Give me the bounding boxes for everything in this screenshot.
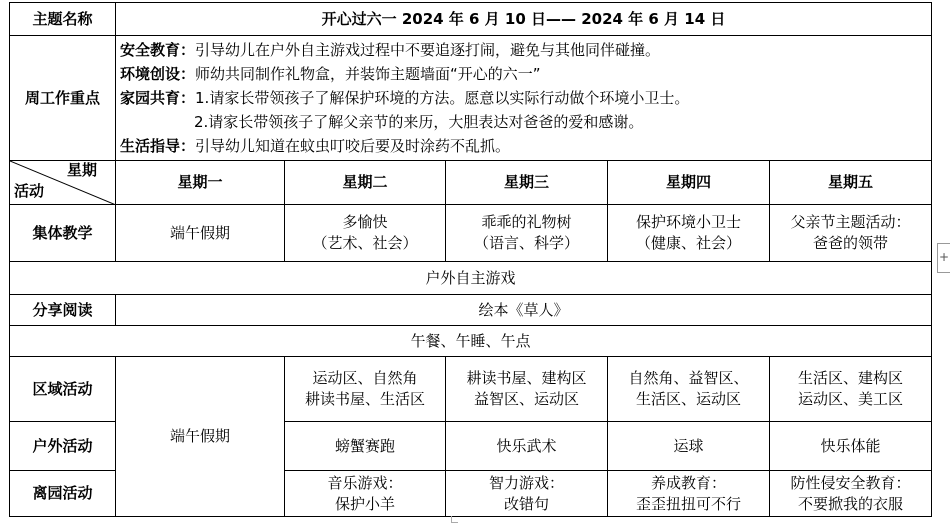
day-fri: 星期五 xyxy=(770,161,932,205)
area-thu-line-2: 生活区、运动区 xyxy=(635,390,741,408)
outdoor-wed: 快乐武术 xyxy=(446,422,608,471)
area-fri xyxy=(770,357,932,422)
area-wed xyxy=(446,357,608,422)
safety-line xyxy=(120,38,927,62)
day-mon: 星期一 xyxy=(116,161,285,205)
collective-tue-title: 多愉快 xyxy=(342,213,388,231)
outdoor-free-row xyxy=(10,262,932,295)
theme-row xyxy=(10,3,932,36)
corner-top-label: 星期 xyxy=(66,161,97,179)
home-text-1: 1.请家长带领孩子了解保护环境的方法。愿意以实际行动做个环境小卫士。 xyxy=(195,89,690,107)
collective-row xyxy=(10,205,932,262)
leave-wed xyxy=(446,471,608,517)
area-tue-line-1: 运动区、自然角 xyxy=(312,369,418,387)
env-text: 师幼共同制作礼物盒，并装饰主题墙面“开心的六一” xyxy=(195,65,541,83)
life-text: 引导幼儿知道在蚊虫叮咬后要及时涂药不乱抓。 xyxy=(195,137,511,155)
focus-content xyxy=(116,36,932,161)
reading-row xyxy=(10,295,932,326)
safety-text: 引导幼儿在户外自主游戏过程中不要追逐打闹，避免与其他同伴碰撞。 xyxy=(195,41,661,59)
collective-thu-domain: （健康、社会） xyxy=(635,234,741,252)
outdoor-tue: 螃蟹赛跑 xyxy=(285,422,446,471)
collective-tue-domain: （艺术、社会） xyxy=(312,234,418,252)
holiday-cell: 端午假期 xyxy=(116,357,285,517)
area-tue-line-2: 耕读书屋、生活区 xyxy=(304,390,425,408)
area-wed-line-2: 益智区、运动区 xyxy=(473,390,579,408)
leave-tue xyxy=(285,471,446,517)
collective-fri xyxy=(770,205,932,262)
collective-thu xyxy=(608,205,770,262)
leave-fri xyxy=(770,471,932,517)
leave-fri-title: 不要掀我的衣服 xyxy=(797,494,903,513)
focus-label: 周工作重点 xyxy=(10,36,116,161)
theme-label: 主题名称 xyxy=(10,3,116,36)
outdoor-fri: 快乐体能 xyxy=(770,422,932,471)
safety-label: 安全教育： xyxy=(120,41,196,59)
collective-wed-title: 乖乖的礼物树 xyxy=(481,213,572,231)
leave-tue-type: 音乐游戏： xyxy=(327,473,403,492)
outdoor-thu: 运球 xyxy=(608,422,770,471)
day-header-row xyxy=(10,161,932,205)
collective-fri-title: 父亲节主题活动： xyxy=(790,213,911,231)
collective-wed-domain: （语言、科学） xyxy=(473,234,579,252)
leave-label: 离园活动 xyxy=(10,471,116,517)
leave-fri-type: 防性侵安全教育： xyxy=(790,473,911,492)
collective-thu-title: 保护环境小卫士 xyxy=(635,213,741,231)
collective-wed xyxy=(446,205,608,262)
meals-row xyxy=(10,326,932,357)
home-label: 家园共育： xyxy=(120,89,196,107)
area-fri-line-2: 运动区、美工区 xyxy=(797,390,903,408)
collective-tue xyxy=(285,205,446,262)
life-label: 生活指导： xyxy=(120,137,196,155)
leave-thu xyxy=(608,471,770,517)
leave-thu-type: 养成教育： xyxy=(650,473,726,492)
corner-mark-icon xyxy=(451,516,458,523)
area-thu-line-1: 自然角、益智区、 xyxy=(628,369,749,387)
leave-wed-type: 智力游戏： xyxy=(488,473,564,492)
theme-value: 开心过六一 2024 年 6 月 10 日—— 2024 年 6 月 14 日 xyxy=(116,3,932,36)
area-wed-line-1: 耕读书屋、建构区 xyxy=(466,369,587,387)
outdoor-label: 户外活动 xyxy=(10,422,116,471)
area-label: 区域活动 xyxy=(10,357,116,422)
outdoor-free-play: 户外自主游戏 xyxy=(10,262,932,295)
home-text-2: 2.请家长带领孩子了解父亲节的来历，大胆表达对爸爸的爱和感谢。 xyxy=(194,113,644,131)
collective-fri-subtitle: 爸爸的领带 xyxy=(812,234,888,252)
leave-thu-title: 歪歪扭扭可不行 xyxy=(635,494,741,513)
env-label: 环境创设： xyxy=(120,65,196,83)
collective-mon: 端午假期 xyxy=(116,205,285,262)
life-line xyxy=(120,134,927,158)
reading-value: 绘本《草人》 xyxy=(116,295,932,326)
area-row xyxy=(10,357,932,422)
area-tue xyxy=(285,357,446,422)
day-tue: 星期二 xyxy=(285,161,446,205)
home-line-2 xyxy=(120,110,927,134)
weekly-plan-table xyxy=(9,2,932,517)
focus-row xyxy=(10,36,932,161)
collective-label: 集体教学 xyxy=(10,205,116,262)
meals-nap-snack: 午餐、午睡、午点 xyxy=(10,326,932,357)
expand-control-icon[interactable]: + xyxy=(937,243,950,273)
day-wed: 星期三 xyxy=(446,161,608,205)
corner-bottom-label: 活动 xyxy=(14,182,45,200)
corner-cell xyxy=(10,161,116,205)
home-line-1 xyxy=(120,86,927,110)
day-thu: 星期四 xyxy=(608,161,770,205)
reading-label: 分享阅读 xyxy=(10,295,116,326)
area-fri-line-1: 生活区、建构区 xyxy=(797,369,903,387)
env-line xyxy=(120,62,927,86)
leave-wed-title: 改错句 xyxy=(503,494,549,513)
leave-tue-title: 保护小羊 xyxy=(334,494,395,513)
area-thu xyxy=(608,357,770,422)
